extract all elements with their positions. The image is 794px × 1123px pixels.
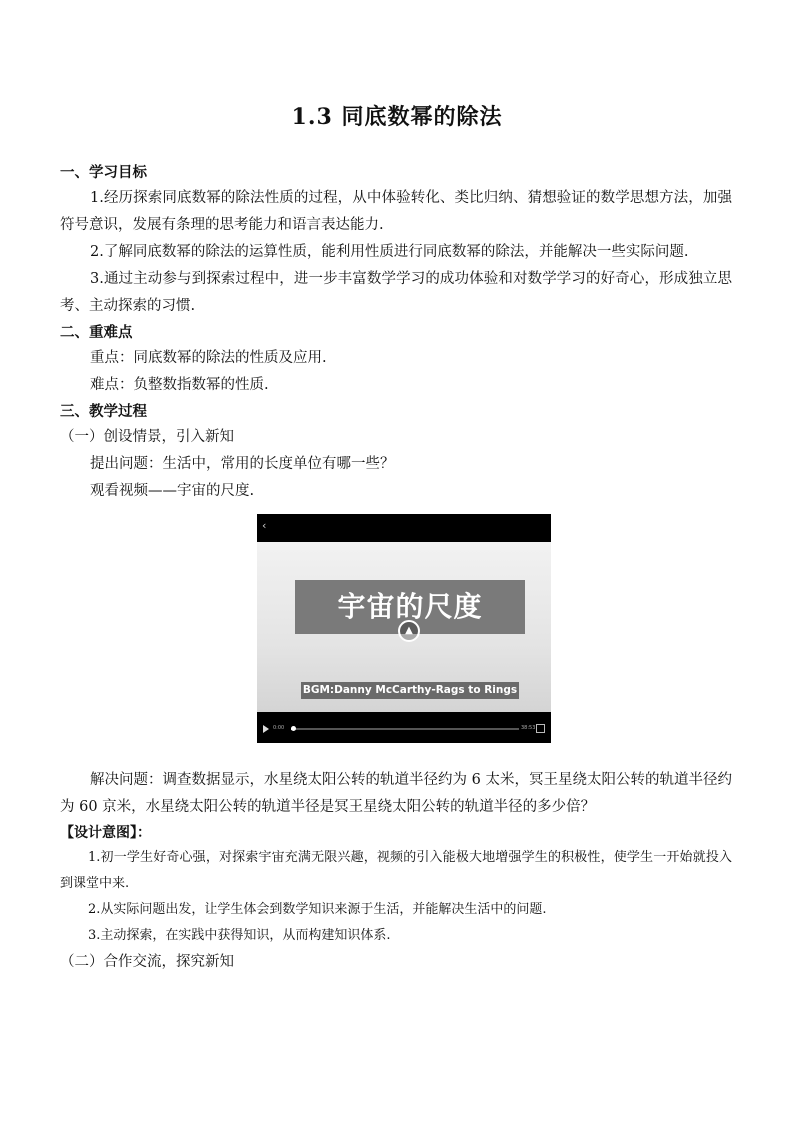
video-topbar [257, 514, 551, 542]
design-intent-heading: 【设计意图】： [60, 825, 151, 841]
section-heading-process: 三、教学过程 [60, 403, 147, 420]
progress-handle[interactable] [291, 726, 296, 731]
subsection-heading: （一）创设情景，引入新知 [60, 429, 234, 445]
subsection-heading: （二）合作交流，探究新知 [60, 954, 234, 970]
video-title-banner: 宇宙的尺度 [295, 580, 525, 634]
key-point: 重点：同底数幂的除法的性质及应用. [90, 350, 327, 366]
design-intent-item: 1.初一学生好奇心强，对探索宇宙充满无限兴趣，视频的引入能极大地增强学生的积极性，使学生一开始就投入到课堂中来. [60, 850, 732, 891]
objective-item: 2.了解同底数幂的除法的运算性质，能利用性质进行同底数幂的除法，并能解决一些实际问题. [90, 244, 689, 260]
problem-text: 解决问题：调查数据显示，水星绕太阳公转的轨道半径约为 6 太米，冥王星绕太阳公转的轨道半径约为 60 京米，水星绕太阳公转的轨道半径是冥王星绕太阳公转的轨道半径的多少倍？ [60, 772, 732, 815]
design-intent-item: 3.主动探索，在实践中获得知识，从而构建知识体系. [88, 928, 391, 943]
play-overlay-icon[interactable]: ▲ [398, 620, 420, 642]
play-icon[interactable] [263, 725, 269, 733]
current-time: 0:00 [273, 725, 285, 731]
progress-bar[interactable] [291, 728, 519, 730]
video-caption: 观看视频——宇宙的尺度. [90, 483, 255, 499]
question-text: 提出问题：生活中，常用的长度单位有哪一些？ [90, 456, 395, 472]
objective-item: 3.通过主动参与到探索过程中，进一步丰富数学学习的成功体验和对数学学习的好奇心，形成独立思考、主动探索的习惯. [60, 271, 732, 314]
back-arrow-icon[interactable]: ‹ [262, 519, 267, 532]
section-heading-objectives: 一、学习目标 [60, 164, 147, 181]
video-frame[interactable] [257, 542, 551, 712]
section-heading-key-points: 二、重难点 [60, 324, 133, 341]
difficulty-point: 难点：负整数指数幂的性质. [90, 377, 269, 393]
total-time: 38:53 [521, 725, 536, 731]
video-bgm-caption: BGM:Danny McCarthy-Rags to Rings [301, 682, 519, 699]
page-title: 1.3 同底数幂的除法 [291, 104, 503, 130]
document-body [60, 160, 732, 976]
video-player[interactable] [257, 514, 551, 743]
objective-item: 1.经历探索同底数幂的除法性质的过程，从中体验转化、类比归纳、猜想验证的数学思想方法，加强符号意识，发展有条理的思考能力和语言表达能力. [60, 190, 732, 233]
fullscreen-icon[interactable] [536, 724, 545, 733]
design-intent-item: 2.从实际问题出发，让学生体会到数学知识来源于生活，并能解决生活中的问题. [88, 902, 547, 917]
video-controls [257, 712, 551, 743]
